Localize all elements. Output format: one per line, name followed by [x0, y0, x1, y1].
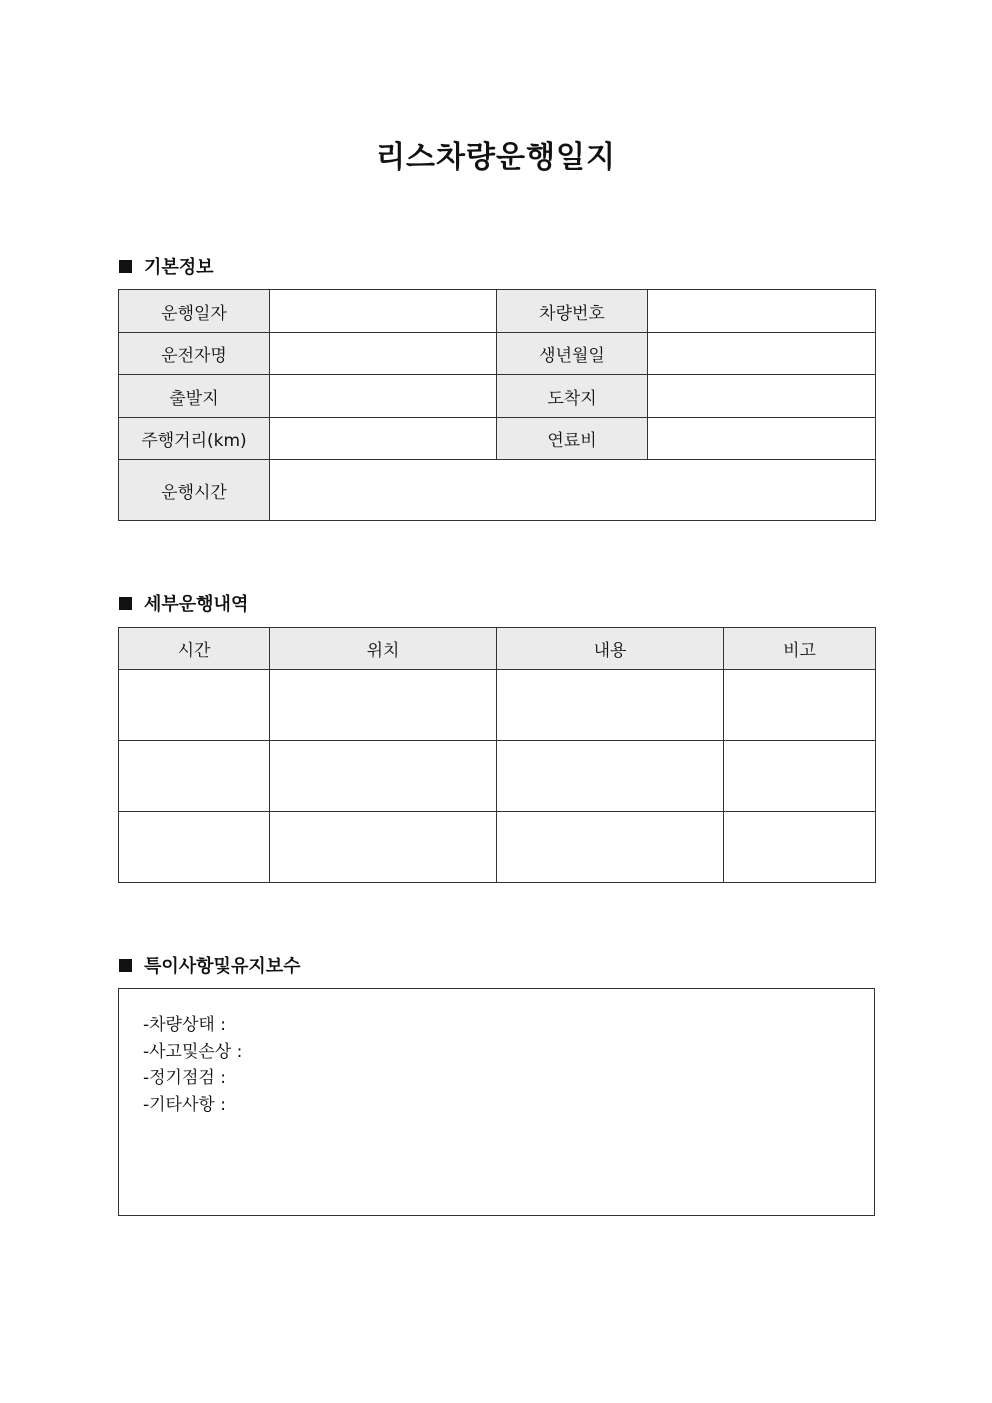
basic-info-row [119, 418, 876, 460]
driver-name-field[interactable] [270, 333, 497, 375]
basic-info-heading [119, 253, 214, 279]
time-cell[interactable] [119, 670, 270, 741]
field-label: 운행시간 [119, 460, 270, 521]
field-label: 연료비 [497, 418, 648, 460]
notes-heading [119, 952, 301, 978]
square-bullet-icon [119, 597, 132, 610]
square-bullet-icon [119, 260, 132, 273]
basic-info-heading-label: 기본정보 [144, 257, 214, 278]
column-header-time: 시간 [119, 628, 270, 670]
table-row [119, 670, 876, 741]
document-title: 리스차량운행일지 [376, 140, 616, 175]
field-label: 주행거리(km) [119, 418, 270, 460]
content-cell[interactable] [497, 670, 724, 741]
drive-date-field[interactable] [270, 290, 497, 333]
detail-heading-label: 세부운행내역 [144, 594, 249, 615]
field-label: 운전자명 [119, 333, 270, 375]
basic-info-row [119, 290, 876, 333]
departure-field[interactable] [270, 375, 497, 418]
remarks-cell[interactable] [724, 670, 876, 741]
drive-time-field[interactable] [270, 460, 876, 521]
field-label: 도착지 [497, 375, 648, 418]
basic-info-row [119, 460, 876, 521]
vehicle-number-field[interactable] [648, 290, 876, 333]
location-cell[interactable] [270, 812, 497, 883]
location-cell[interactable] [270, 741, 497, 812]
column-header-remarks: 비고 [724, 628, 876, 670]
note-line: -기타사항 : [143, 1095, 226, 1115]
basic-info-table [118, 289, 876, 521]
note-line: -사고및손상 : [143, 1042, 243, 1062]
distance-field[interactable] [270, 418, 497, 460]
content-cell[interactable] [497, 812, 724, 883]
column-header-location: 위치 [270, 628, 497, 670]
remarks-cell[interactable] [724, 741, 876, 812]
basic-info-row [119, 333, 876, 375]
table-header-row [119, 628, 876, 670]
notes-heading-label: 특이사항및유지보수 [144, 956, 301, 977]
time-cell[interactable] [119, 812, 270, 883]
detail-heading [119, 590, 248, 616]
column-header-content: 내용 [497, 628, 724, 670]
location-cell[interactable] [270, 670, 497, 741]
field-label: 차량번호 [497, 290, 648, 333]
detail-table [118, 627, 876, 883]
field-label: 운행일자 [119, 290, 270, 333]
table-row [119, 741, 876, 812]
note-line: -차량상태 : [143, 1015, 226, 1035]
field-label: 출발지 [119, 375, 270, 418]
remarks-cell[interactable] [724, 812, 876, 883]
note-line: -정기점검 : [143, 1068, 226, 1088]
basic-info-row [119, 375, 876, 418]
square-bullet-icon [119, 959, 132, 972]
destination-field[interactable] [648, 375, 876, 418]
table-row [119, 812, 876, 883]
birth-date-field[interactable] [648, 333, 876, 375]
notes-box[interactable] [118, 988, 875, 1216]
fuel-cost-field[interactable] [648, 418, 876, 460]
time-cell[interactable] [119, 741, 270, 812]
field-label: 생년월일 [497, 333, 648, 375]
content-cell[interactable] [497, 741, 724, 812]
